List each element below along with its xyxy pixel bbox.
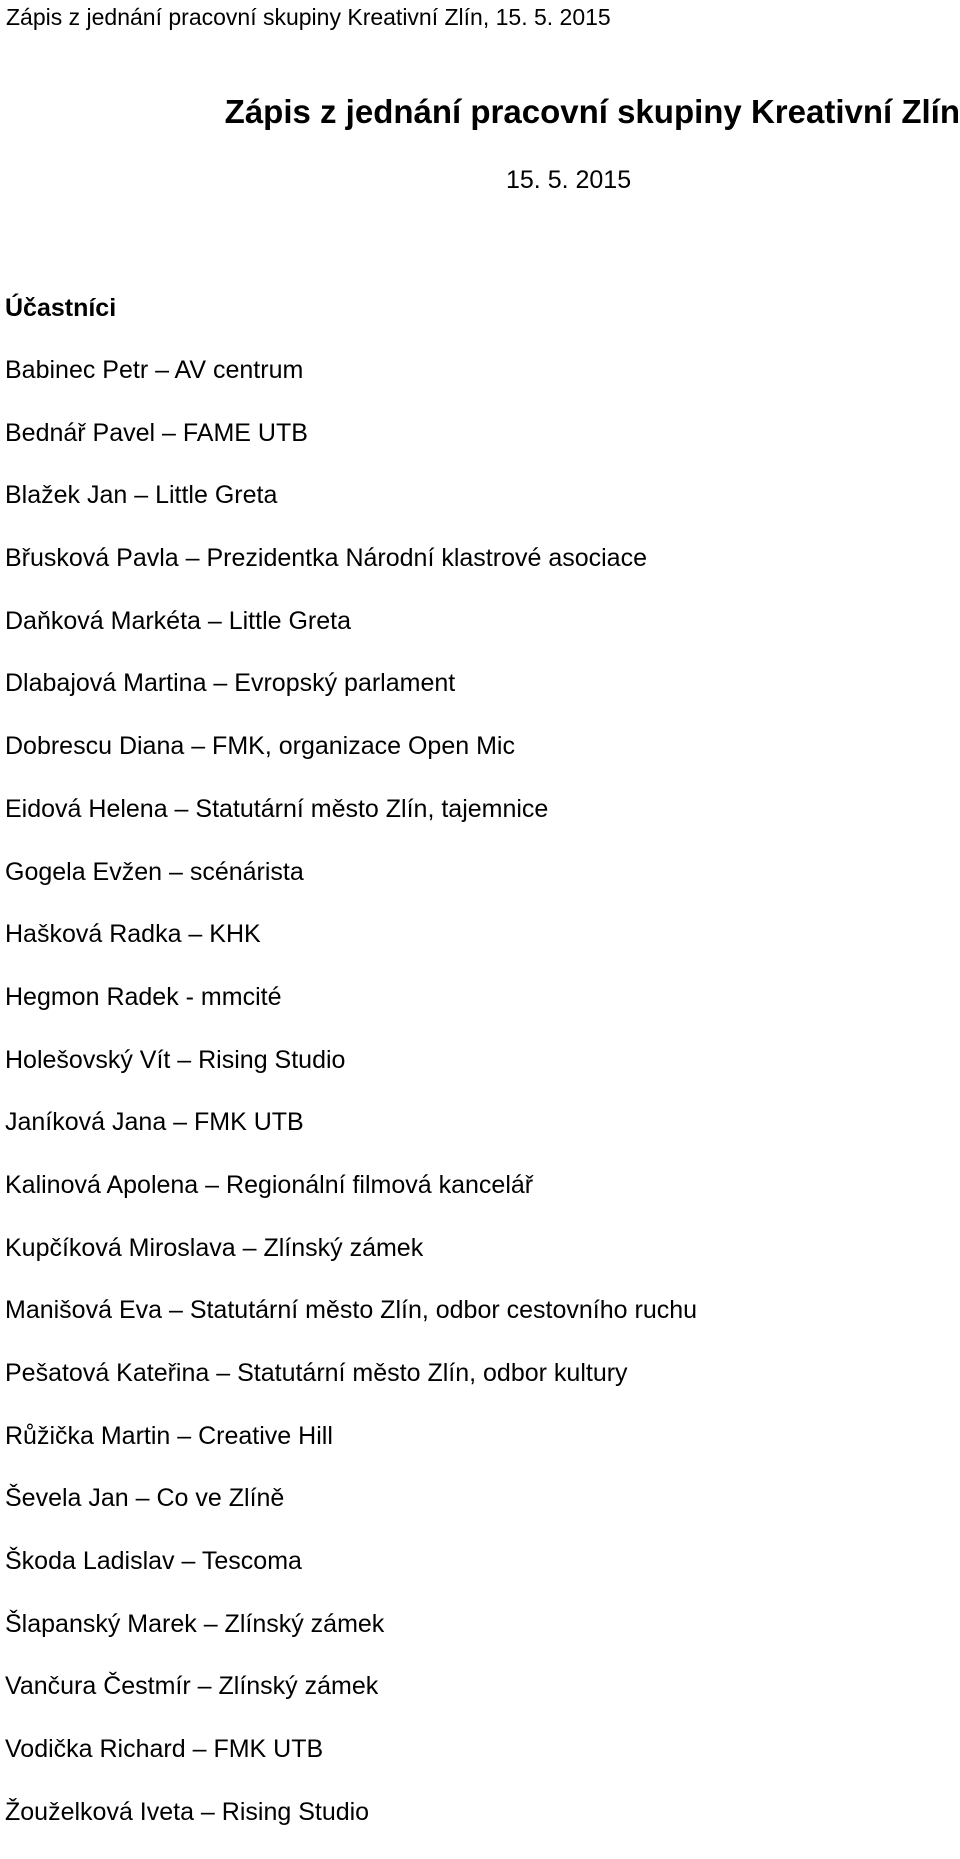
participant-item: Dobrescu Diana – FMK, organizace Open Mic [5,732,515,761]
participant-item: Žouželková Iveta – Rising Studio [5,1797,370,1826]
participant-item: Babinec Petr – AV centrum [5,356,304,384]
participant-item: Pešatová Kateřina – Statutární město Zlín, odbor kultury [5,1359,628,1387]
document-date: 15. 5. 2015 [506,166,632,194]
participant-item: Bednář Pavel – FAME UTB [5,418,308,447]
participant-item: Hašková Radka – KHK [5,920,261,949]
participant-item: Vodička Richard – FMK UTB [5,1735,324,1764]
participant-item: Daňková Markéta – Little Greta [5,606,351,635]
participant-item: Břusková Pavla – Prezidentka Národní klastrové asociace [5,544,647,573]
participant-item: Šlapanský Marek – Zlínský zámek [5,1609,385,1638]
participant-item: Blažek Jan – Little Greta [5,481,278,510]
participant-item: Eidová Helena – Statutární město Zlín, tajemnice [5,794,549,823]
participant-item: Vančura Čestmír – Zlínský zámek [5,1672,379,1701]
participant-item: Dlabajová Martina – Evropský parlament [5,669,456,698]
participant-item: Růžička Martin – Creative Hill [5,1421,333,1450]
participant-item: Hegmon Radek - mmcité [5,982,282,1011]
participant-item: Ševela Jan – Co ve Zlíně [5,1484,285,1513]
document-title: Zápis z jednání pracovní skupiny Kreativní Zlín [224,93,960,130]
participant-item: Holešovský Vít – Rising Studio [5,1045,346,1074]
participant-item: Kalinová Apolena – Regionální filmová kancelář [5,1170,534,1199]
participant-item: Škoda Ladislav – Tescoma [5,1547,302,1576]
participant-item: Manišová Eva – Statutární město Zlín, odbor cestovního ruchu [5,1296,698,1325]
participant-item: Gogela Evžen – scénárista [5,857,304,886]
participants-list [5,354,697,1859]
participant-item: Janíková Jana – FMK UTB [5,1108,304,1137]
participants-heading: Účastníci [5,294,117,322]
running-header: Zápis z jednání pracovní skupiny Kreativní Zlín, 15. 5. 2015 [6,4,611,30]
participant-item: Kupčíková Miroslava – Zlínský zámek [5,1233,424,1262]
